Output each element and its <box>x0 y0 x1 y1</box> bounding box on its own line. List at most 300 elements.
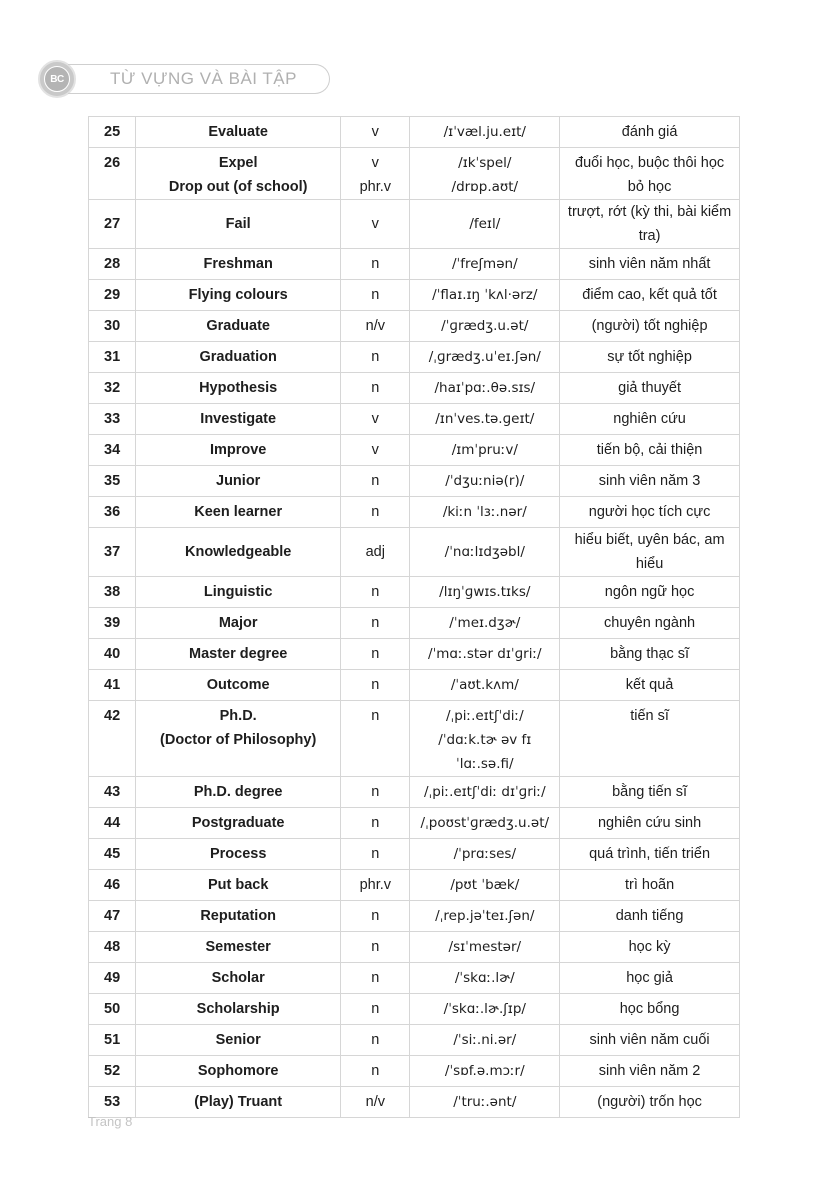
entry-part-of-speech-text: n <box>371 970 380 986</box>
entry-word <box>136 249 341 280</box>
entry-meaning-text: học kỳ <box>628 939 671 955</box>
entry-pronunciation <box>410 117 560 148</box>
entry-meaning <box>560 311 740 342</box>
entry-part-of-speech <box>341 342 410 373</box>
entry-word <box>136 466 341 497</box>
entry-number-text: 40 <box>104 646 121 662</box>
entry-part-of-speech <box>341 870 410 901</box>
entry-part-of-speech <box>341 200 410 249</box>
entry-meaning-text: (người) trốn học <box>597 1094 702 1110</box>
entry-meaning-text: sinh viên năm 3 <box>598 473 701 489</box>
entry-pronunciation <box>410 994 560 1025</box>
entry-pronunciation <box>410 577 560 608</box>
table-row <box>89 901 740 932</box>
entry-number <box>89 808 136 839</box>
entry-meaning-text: học giả <box>626 970 673 986</box>
entry-pronunciation <box>410 373 560 404</box>
entry-meaning-text: (người) tốt nghiệp <box>591 318 708 334</box>
entry-pronunciation <box>410 870 560 901</box>
entry-word-text: Freshman <box>203 256 273 272</box>
entry-part-of-speech-text: n <box>371 846 380 862</box>
table-row <box>89 117 740 148</box>
entry-pronunciation-text: /ˈnɑːlɪdʒəbl/ <box>444 544 525 560</box>
table-row <box>89 701 740 777</box>
entry-number-text: 49 <box>104 970 121 986</box>
entry-pronunciation <box>410 249 560 280</box>
page-header <box>38 60 338 98</box>
entry-word <box>136 963 341 994</box>
entry-meaning <box>560 1087 740 1118</box>
entry-number <box>89 608 136 639</box>
table-row <box>89 280 740 311</box>
entry-meaning-text: danh tiếng <box>615 908 684 924</box>
entry-pronunciation-text: /sɪˈmestər/ <box>448 939 522 955</box>
entry-word-text: Ph.D. degree <box>193 784 283 800</box>
entry-number-text: 37 <box>104 544 121 560</box>
vocabulary-table <box>88 116 740 1118</box>
entry-part-of-speech <box>341 932 410 963</box>
entry-meaning <box>560 608 740 639</box>
entry-word-text: (Play) Truant <box>194 1094 283 1110</box>
entry-pronunciation <box>410 200 560 249</box>
entry-meaning <box>560 994 740 1025</box>
entry-part-of-speech <box>341 528 410 577</box>
entry-pronunciation-text: /haɪˈpɑː.θə.sɪs/ <box>434 380 536 396</box>
entry-number-text: 33 <box>104 411 121 427</box>
entry-number-text: 34 <box>104 442 121 458</box>
table-row <box>89 932 740 963</box>
entry-word <box>136 435 341 466</box>
section-title: TỪ VỰNG VÀ BÀI TẬP <box>110 69 297 88</box>
entry-word-text: Investigate <box>200 411 277 427</box>
entry-part-of-speech <box>341 435 410 466</box>
entry-number-text: 27 <box>104 216 121 232</box>
entry-part-of-speech <box>341 777 410 808</box>
entry-pronunciation-text: /ˌpoʊstˈɡrædʒ.u.ət/ <box>420 815 550 831</box>
entry-number <box>89 1025 136 1056</box>
entry-pronunciation <box>410 608 560 639</box>
entry-number-text: 36 <box>104 504 121 520</box>
entry-pronunciation-text: /ˈsiː.ni.ər/ <box>453 1032 517 1048</box>
entry-number <box>89 373 136 404</box>
entry-pronunciation <box>410 1056 560 1087</box>
entry-word-text: Flying colours <box>188 287 288 303</box>
entry-meaning <box>560 701 740 777</box>
entry-word <box>136 808 341 839</box>
entry-part-of-speech <box>341 608 410 639</box>
entry-meaning <box>560 839 740 870</box>
entry-word-text: Hypothesis <box>199 380 278 396</box>
entry-part-of-speech <box>341 1056 410 1087</box>
entry-number-text: 42 <box>104 708 121 724</box>
entry-meaning-text: tiến bộ, cải thiện <box>596 442 703 458</box>
entry-meaning-text: quá trình, tiến triển <box>589 846 711 862</box>
table-row <box>89 435 740 466</box>
entry-pronunciation-text: /ˈsɒf.ə.mɔːr/ <box>444 1063 525 1079</box>
table-row <box>89 839 740 870</box>
entry-part-of-speech-text: v <box>371 155 379 171</box>
entry-part-of-speech-text: n <box>371 1001 380 1017</box>
entry-pronunciation-secondary-text: /drɒp.aʊt/ <box>451 179 519 195</box>
entry-meaning <box>560 404 740 435</box>
entry-word <box>136 311 341 342</box>
entry-part-of-speech-text: n <box>371 908 380 924</box>
entry-meaning-text: trì hoãn <box>624 877 675 893</box>
table-row <box>89 994 740 1025</box>
entry-pronunciation-text: /ɪmˈpruːv/ <box>451 442 518 458</box>
entry-number <box>89 435 136 466</box>
entry-number-text: 50 <box>104 1001 121 1017</box>
entry-pronunciation-text: /kiːn ˈlɜː.nər/ <box>442 504 527 520</box>
entry-word <box>136 701 341 777</box>
entry-pronunciation <box>410 670 560 701</box>
entry-word-text: Put back <box>207 877 269 893</box>
entry-word-secondary-text: (Doctor of Philosophy) <box>160 732 317 748</box>
entry-pronunciation <box>410 528 560 577</box>
table-row <box>89 311 740 342</box>
entry-word <box>136 280 341 311</box>
entry-word-text: Process <box>209 846 267 862</box>
entry-part-of-speech-text: n <box>371 584 380 600</box>
entry-part-of-speech <box>341 466 410 497</box>
entry-meaning <box>560 466 740 497</box>
entry-word-text: Ph.D. <box>219 708 257 724</box>
entry-meaning-text: đánh giá <box>621 124 678 140</box>
entry-word-text: Junior <box>216 473 261 489</box>
entry-word <box>136 1025 341 1056</box>
entry-meaning-secondary-text: bỏ học <box>627 179 672 195</box>
entry-word <box>136 200 341 249</box>
entry-part-of-speech-text: n <box>371 287 380 303</box>
entry-meaning-text: kết quả <box>625 677 674 693</box>
entry-pronunciation <box>410 963 560 994</box>
table-row <box>89 497 740 528</box>
entry-meaning-text: nghiên cứu <box>613 411 686 427</box>
table-row <box>89 404 740 435</box>
entry-word-text: Sophomore <box>197 1063 279 1079</box>
entry-part-of-speech <box>341 148 410 200</box>
entry-part-of-speech-secondary-text: phr.v <box>359 179 392 195</box>
entry-meaning <box>560 901 740 932</box>
table-row <box>89 148 740 200</box>
entry-number-text: 44 <box>104 815 121 831</box>
entry-part-of-speech-text: n <box>371 349 380 365</box>
entry-word <box>136 870 341 901</box>
entry-pronunciation <box>410 435 560 466</box>
logo-text: BC <box>44 66 70 92</box>
entry-word-text: Scholar <box>211 970 265 986</box>
entry-word-text: Graduation <box>199 349 277 365</box>
entry-meaning-text: học bổng <box>619 1001 680 1017</box>
entry-part-of-speech <box>341 1087 410 1118</box>
section-banner <box>68 64 330 94</box>
entry-word <box>136 901 341 932</box>
entry-part-of-speech-text: n <box>371 646 380 662</box>
page-number: Trang 8 <box>88 1114 133 1129</box>
entry-meaning <box>560 870 740 901</box>
entry-pronunciation <box>410 148 560 200</box>
entry-part-of-speech <box>341 670 410 701</box>
entry-pronunciation <box>410 404 560 435</box>
entry-part-of-speech <box>341 117 410 148</box>
entry-meaning <box>560 932 740 963</box>
entry-meaning <box>560 528 740 577</box>
entry-number <box>89 528 136 577</box>
entry-number-text: 35 <box>104 473 121 489</box>
entry-part-of-speech-text: n <box>371 708 380 724</box>
table-row <box>89 777 740 808</box>
entry-meaning <box>560 670 740 701</box>
entry-pronunciation <box>410 497 560 528</box>
entry-number <box>89 901 136 932</box>
entry-meaning-text: đuổi học, buộc thôi học <box>575 155 725 171</box>
entry-word-text: Evaluate <box>208 124 268 140</box>
entry-word <box>136 777 341 808</box>
entry-pronunciation <box>410 808 560 839</box>
entry-number-text: 29 <box>104 287 121 303</box>
entry-part-of-speech <box>341 280 410 311</box>
entry-part-of-speech <box>341 249 410 280</box>
entry-number <box>89 280 136 311</box>
entry-meaning <box>560 1056 740 1087</box>
entry-meaning <box>560 117 740 148</box>
entry-part-of-speech <box>341 963 410 994</box>
entry-meaning-text: bằng tiến sĩ <box>612 784 688 800</box>
entry-meaning-text: sinh viên năm cuối <box>589 1032 710 1048</box>
entry-part-of-speech <box>341 701 410 777</box>
entry-number <box>89 200 136 249</box>
entry-part-of-speech-text: n <box>371 1032 380 1048</box>
entry-part-of-speech <box>341 497 410 528</box>
entry-pronunciation-text: /lɪŋˈɡwɪs.tɪks/ <box>439 584 531 600</box>
entry-number <box>89 497 136 528</box>
entry-number <box>89 670 136 701</box>
entry-pronunciation-text: /ˈfreʃmən/ <box>451 256 518 272</box>
entry-word-text: Master degree <box>189 646 288 662</box>
entry-pronunciation-text: /ˌpiː.eɪtʃˈdiː/ <box>445 708 524 724</box>
entry-part-of-speech <box>341 311 410 342</box>
entry-pronunciation-text: /ˌɡrædʒ.uˈeɪ.ʃən/ <box>428 349 541 365</box>
entry-word-text: Reputation <box>200 908 277 924</box>
entry-word-text: Major <box>218 615 258 631</box>
entry-part-of-speech-text: n <box>371 504 380 520</box>
entry-number <box>89 311 136 342</box>
entry-word <box>136 117 341 148</box>
entry-meaning <box>560 148 740 200</box>
entry-part-of-speech-text: v <box>371 216 379 232</box>
entry-part-of-speech-text: n <box>371 473 380 489</box>
entry-part-of-speech-text: n <box>371 939 380 955</box>
entry-number-text: 51 <box>104 1032 121 1048</box>
entry-pronunciation-text: /ˈskɑː.lɚ/ <box>454 970 515 986</box>
entry-pronunciation-text: /ɪˈvæl.ju.eɪt/ <box>443 124 526 140</box>
entry-word <box>136 932 341 963</box>
entry-pronunciation-text: /ˈflaɪ.ɪŋ ˈkʌl·ərz/ <box>432 287 538 303</box>
entry-number <box>89 932 136 963</box>
table-row <box>89 373 740 404</box>
entry-part-of-speech <box>341 639 410 670</box>
table-row <box>89 342 740 373</box>
entry-number-text: 46 <box>104 877 121 893</box>
entry-number-text: 41 <box>104 677 121 693</box>
entry-word-text: Keen learner <box>194 504 283 520</box>
entry-pronunciation-text: /feɪl/ <box>469 216 501 232</box>
entry-meaning-text: giả thuyết <box>618 380 682 396</box>
entry-number <box>89 1056 136 1087</box>
entry-word <box>136 577 341 608</box>
entry-number <box>89 839 136 870</box>
entry-meaning <box>560 497 740 528</box>
table-row <box>89 577 740 608</box>
entry-meaning <box>560 200 740 249</box>
entry-word <box>136 839 341 870</box>
entry-part-of-speech <box>341 994 410 1025</box>
entry-pronunciation-text: /ˌpiː.eɪtʃˈdiː dɪˈɡriː/ <box>423 784 546 800</box>
entry-word-text: Senior <box>215 1032 261 1048</box>
entry-meaning <box>560 373 740 404</box>
entry-meaning <box>560 639 740 670</box>
entry-number <box>89 870 136 901</box>
entry-meaning-text: hiểu biết, uyên bác, am hiểu <box>574 532 725 572</box>
entry-word-text: Fail <box>225 216 251 232</box>
entry-number-text: 38 <box>104 584 121 600</box>
entry-meaning-text: sinh viên năm nhất <box>588 256 711 272</box>
table-row <box>89 608 740 639</box>
table-row <box>89 808 740 839</box>
entry-part-of-speech-text: adj <box>365 544 385 560</box>
entry-pronunciation <box>410 280 560 311</box>
entry-meaning-text: điểm cao, kết quả tốt <box>582 287 717 303</box>
entry-word <box>136 608 341 639</box>
entry-number <box>89 1087 136 1118</box>
entry-number <box>89 963 136 994</box>
entry-number-text: 47 <box>104 908 121 924</box>
entry-part-of-speech <box>341 577 410 608</box>
entry-word <box>136 994 341 1025</box>
entry-number <box>89 701 136 777</box>
entry-meaning <box>560 577 740 608</box>
entry-number <box>89 994 136 1025</box>
entry-number <box>89 577 136 608</box>
entry-part-of-speech-text: n <box>371 615 380 631</box>
entry-word-text: Expel <box>218 155 258 171</box>
table-row <box>89 200 740 249</box>
entry-pronunciation-text: /ˈɡrædʒ.u.ət/ <box>441 318 529 334</box>
entry-part-of-speech <box>341 373 410 404</box>
entry-meaning <box>560 280 740 311</box>
entry-pronunciation-text: /ˈskɑː.lɚ.ʃɪp/ <box>443 1001 526 1017</box>
entry-number <box>89 117 136 148</box>
entry-pronunciation-secondary-text: /ˈdɑːk.tɚ əv fɪˈlɑː.sə.fi/ <box>438 732 532 772</box>
entry-number <box>89 249 136 280</box>
entry-word <box>136 404 341 435</box>
entry-meaning-text: nghiên cứu sinh <box>597 815 702 831</box>
entry-word <box>136 1056 341 1087</box>
table-row <box>89 1056 740 1087</box>
entry-pronunciation <box>410 639 560 670</box>
table-row <box>89 1025 740 1056</box>
entry-word-text: Knowledgeable <box>184 544 292 560</box>
entry-number-text: 28 <box>104 256 121 272</box>
entry-meaning-text: người học tích cực <box>588 504 711 520</box>
entry-meaning <box>560 808 740 839</box>
entry-pronunciation-text: /ˌrep.jəˈteɪ.ʃən/ <box>435 908 535 924</box>
entry-pronunciation-text: /ˈaʊt.kʌm/ <box>450 677 519 693</box>
entry-word-text: Graduate <box>206 318 270 334</box>
entry-pronunciation <box>410 1087 560 1118</box>
entry-number-text: 26 <box>104 155 121 171</box>
entry-part-of-speech <box>341 808 410 839</box>
entry-number-text: 39 <box>104 615 121 631</box>
entry-part-of-speech-text: v <box>371 411 379 427</box>
entry-number-text: 45 <box>104 846 121 862</box>
entry-word <box>136 497 341 528</box>
table-row <box>89 249 740 280</box>
entry-meaning <box>560 342 740 373</box>
entry-meaning-text: ngôn ngữ học <box>604 584 695 600</box>
entry-pronunciation-text: /ɪnˈves.tə.ɡeɪt/ <box>435 411 535 427</box>
entry-pronunciation <box>410 932 560 963</box>
table-row <box>89 870 740 901</box>
entry-number <box>89 639 136 670</box>
entry-word <box>136 528 341 577</box>
entry-meaning-text: sinh viên năm 2 <box>598 1063 701 1079</box>
entry-part-of-speech-text: n <box>371 784 380 800</box>
entry-pronunciation <box>410 466 560 497</box>
entry-meaning <box>560 1025 740 1056</box>
entry-word-text: Semester <box>205 939 271 955</box>
entry-pronunciation <box>410 1025 560 1056</box>
entry-part-of-speech <box>341 901 410 932</box>
entry-word <box>136 342 341 373</box>
table-row <box>89 670 740 701</box>
entry-part-of-speech-text: n <box>371 1063 380 1079</box>
entry-part-of-speech-text: n <box>371 815 380 831</box>
entry-pronunciation-text: /pʊt ˈbæk/ <box>450 877 520 893</box>
entry-number <box>89 342 136 373</box>
entry-part-of-speech-text: n/v <box>365 318 385 334</box>
entry-part-of-speech <box>341 1025 410 1056</box>
entry-part-of-speech-text: n <box>371 256 380 272</box>
entry-word-secondary-text: Drop out (of school) <box>168 179 308 195</box>
entry-pronunciation-text: /ˈtruː.ənt/ <box>453 1094 517 1110</box>
entry-meaning-text: trượt, rớt (kỳ thi, bài kiểm tra) <box>567 204 732 244</box>
entry-part-of-speech-text: v <box>371 442 379 458</box>
entry-number <box>89 466 136 497</box>
entry-meaning-text: tiến sĩ <box>630 708 669 724</box>
entry-meaning <box>560 249 740 280</box>
entry-meaning <box>560 435 740 466</box>
entry-pronunciation <box>410 342 560 373</box>
entry-number <box>89 777 136 808</box>
entry-pronunciation <box>410 901 560 932</box>
entry-pronunciation <box>410 701 560 777</box>
entry-meaning-text: bằng thạc sĩ <box>610 646 690 662</box>
entry-pronunciation-text: /ˈdʒuːniə(r)/ <box>445 473 525 489</box>
entry-word <box>136 148 341 200</box>
entry-word <box>136 1087 341 1118</box>
entry-part-of-speech-text: n <box>371 380 380 396</box>
entry-meaning <box>560 777 740 808</box>
entry-number <box>89 404 136 435</box>
entry-word <box>136 373 341 404</box>
table-row <box>89 528 740 577</box>
entry-word-text: Linguistic <box>203 584 273 600</box>
entry-word-text: Outcome <box>206 677 270 693</box>
entry-number-text: 25 <box>104 124 121 140</box>
entry-number <box>89 148 136 200</box>
entry-meaning <box>560 963 740 994</box>
